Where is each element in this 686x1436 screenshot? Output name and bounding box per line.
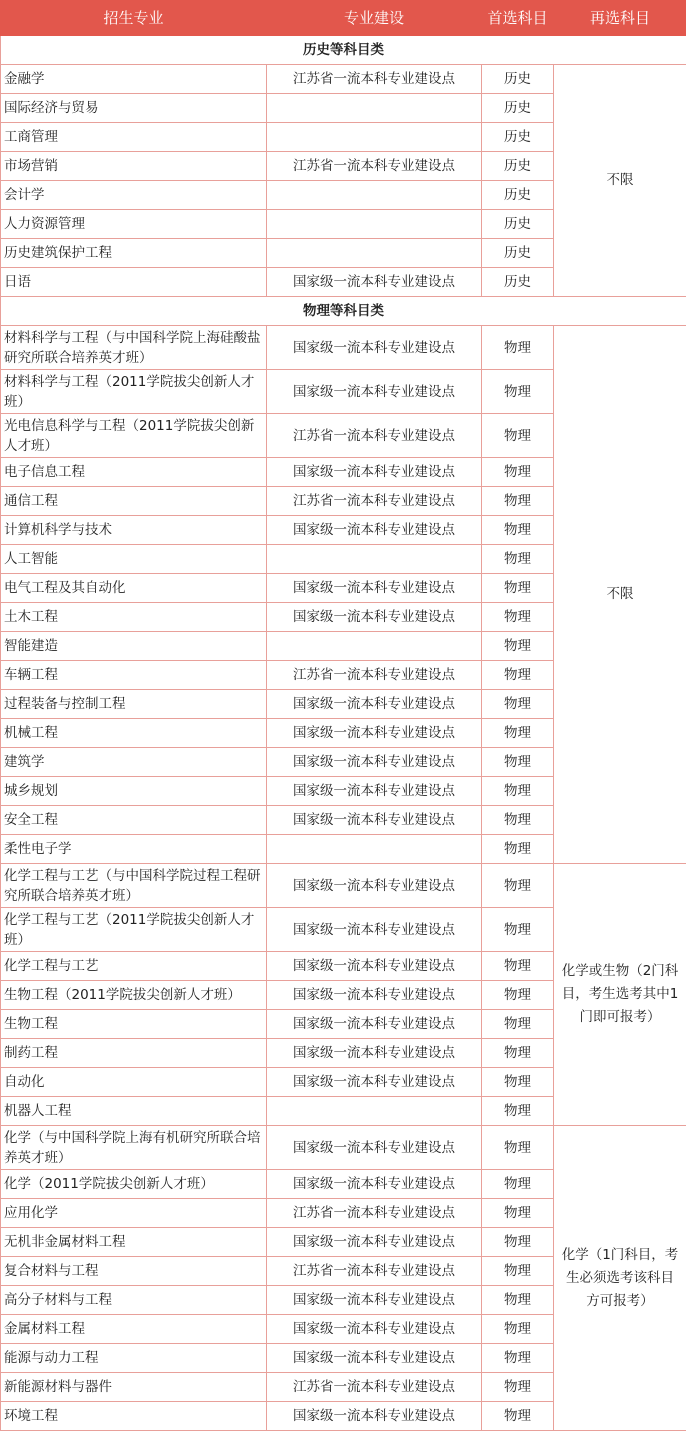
first-subject: 物理 [482, 719, 554, 748]
major-name: 电气工程及其自动化 [1, 574, 267, 603]
first-subject: 物理 [482, 690, 554, 719]
construction-level: 江苏省一流本科专业建设点 [267, 65, 482, 94]
construction-level: 国家级一流本科专业建设点 [267, 1010, 482, 1039]
construction-level: 国家级一流本科专业建设点 [267, 777, 482, 806]
first-subject: 历史 [482, 210, 554, 239]
major-name: 能源与动力工程 [1, 1344, 267, 1373]
table-row [1, 65, 686, 94]
major-name: 国际经济与贸易 [1, 94, 267, 123]
major-name: 柔性电子学 [1, 835, 267, 864]
construction-level: 江苏省一流本科专业建设点 [267, 414, 482, 458]
major-name: 化学工程与工艺 [1, 952, 267, 981]
first-subject: 物理 [482, 748, 554, 777]
construction-level: 国家级一流本科专业建设点 [267, 1068, 482, 1097]
construction-level: 国家级一流本科专业建设点 [267, 1402, 482, 1431]
construction-level: 国家级一流本科专业建设点 [267, 516, 482, 545]
major-name: 制药工程 [1, 1039, 267, 1068]
major-name: 生物工程 [1, 1010, 267, 1039]
construction-level: 国家级一流本科专业建设点 [267, 1344, 482, 1373]
construction-level: 国家级一流本科专业建设点 [267, 1039, 482, 1068]
first-subject: 物理 [482, 777, 554, 806]
major-name: 新能源材料与器件 [1, 1373, 267, 1402]
first-subject: 物理 [482, 632, 554, 661]
first-subject: 物理 [482, 661, 554, 690]
major-name: 高分子材料与工程 [1, 1286, 267, 1315]
construction-level [267, 181, 482, 210]
second-subject-requirement: 化学（1门科目，考生必须选考该科目方可报考） [554, 1126, 686, 1431]
major-name: 应用化学 [1, 1199, 267, 1228]
table-row [1, 1126, 686, 1170]
major-name: 光电信息科学与工程（2011学院拔尖创新人才班） [1, 414, 267, 458]
construction-level: 国家级一流本科专业建设点 [267, 370, 482, 414]
second-subject-requirement: 不限 [554, 65, 686, 297]
construction-level: 江苏省一流本科专业建设点 [267, 487, 482, 516]
first-subject: 历史 [482, 181, 554, 210]
major-name: 工商管理 [1, 123, 267, 152]
first-subject: 物理 [482, 952, 554, 981]
first-subject: 物理 [482, 1315, 554, 1344]
first-subject: 物理 [482, 574, 554, 603]
header-second-subject: 再选科目 [554, 1, 686, 36]
section-physics [1, 297, 686, 326]
construction-level [267, 632, 482, 661]
major-name: 过程装备与控制工程 [1, 690, 267, 719]
first-subject: 历史 [482, 239, 554, 268]
major-name: 金属材料工程 [1, 1315, 267, 1344]
first-subject: 物理 [482, 1199, 554, 1228]
first-subject: 物理 [482, 864, 554, 908]
header-major: 招生专业 [1, 1, 267, 36]
construction-level [267, 94, 482, 123]
major-name: 建筑学 [1, 748, 267, 777]
first-subject: 物理 [482, 1257, 554, 1286]
construction-level: 国家级一流本科专业建设点 [267, 1315, 482, 1344]
major-name: 机器人工程 [1, 1097, 267, 1126]
second-subject-requirement: 不限 [554, 326, 686, 864]
construction-level: 国家级一流本科专业建设点 [267, 748, 482, 777]
first-subject: 物理 [482, 1373, 554, 1402]
construction-level: 国家级一流本科专业建设点 [267, 458, 482, 487]
first-subject: 物理 [482, 1170, 554, 1199]
first-subject: 物理 [482, 516, 554, 545]
first-subject: 物理 [482, 1344, 554, 1373]
major-name: 化学工程与工艺（与中国科学院过程工程研究所联合培养英才班） [1, 864, 267, 908]
major-name: 化学（2011学院拔尖创新人才班） [1, 1170, 267, 1199]
first-subject: 物理 [482, 487, 554, 516]
construction-level [267, 1097, 482, 1126]
first-subject: 历史 [482, 94, 554, 123]
major-name: 人工智能 [1, 545, 267, 574]
first-subject: 物理 [482, 835, 554, 864]
first-subject: 物理 [482, 1402, 554, 1431]
major-name: 智能建造 [1, 632, 267, 661]
first-subject: 物理 [482, 806, 554, 835]
major-name: 历史建筑保护工程 [1, 239, 267, 268]
first-subject: 物理 [482, 1126, 554, 1170]
table-header-row [1, 1, 686, 36]
construction-level [267, 835, 482, 864]
construction-level: 江苏省一流本科专业建设点 [267, 1373, 482, 1402]
major-name: 市场营销 [1, 152, 267, 181]
first-subject: 物理 [482, 908, 554, 952]
first-subject: 物理 [482, 326, 554, 370]
first-subject: 物理 [482, 603, 554, 632]
first-subject: 物理 [482, 545, 554, 574]
first-subject: 物理 [482, 981, 554, 1010]
construction-level: 国家级一流本科专业建设点 [267, 981, 482, 1010]
major-name: 安全工程 [1, 806, 267, 835]
first-subject: 物理 [482, 1286, 554, 1315]
construction-level: 国家级一流本科专业建设点 [267, 1228, 482, 1257]
header-construction: 专业建设 [267, 1, 482, 36]
construction-level [267, 210, 482, 239]
construction-level: 江苏省一流本科专业建设点 [267, 1257, 482, 1286]
construction-level: 江苏省一流本科专业建设点 [267, 1199, 482, 1228]
construction-level: 国家级一流本科专业建设点 [267, 806, 482, 835]
first-subject: 历史 [482, 123, 554, 152]
first-subject: 物理 [482, 458, 554, 487]
section-title: 历史等科目类 [1, 36, 686, 65]
first-subject: 物理 [482, 414, 554, 458]
major-name: 自动化 [1, 1068, 267, 1097]
major-name: 通信工程 [1, 487, 267, 516]
first-subject: 物理 [482, 370, 554, 414]
section-title: 物理等科目类 [1, 297, 686, 326]
first-subject: 物理 [482, 1039, 554, 1068]
table-row [1, 864, 686, 908]
major-name: 化学工程与工艺（2011学院拔尖创新人才班） [1, 908, 267, 952]
major-name: 人力资源管理 [1, 210, 267, 239]
construction-level: 国家级一流本科专业建设点 [267, 574, 482, 603]
major-name: 会计学 [1, 181, 267, 210]
construction-level: 国家级一流本科专业建设点 [267, 908, 482, 952]
major-name: 复合材料与工程 [1, 1257, 267, 1286]
major-name: 无机非金属材料工程 [1, 1228, 267, 1257]
second-subject-requirement: 化学或生物（2门科目，考生选考其中1门即可报考） [554, 864, 686, 1126]
first-subject: 物理 [482, 1068, 554, 1097]
construction-level: 国家级一流本科专业建设点 [267, 719, 482, 748]
construction-level: 国家级一流本科专业建设点 [267, 326, 482, 370]
major-name: 日语 [1, 268, 267, 297]
major-name: 土木工程 [1, 603, 267, 632]
major-name: 城乡规划 [1, 777, 267, 806]
major-name: 电子信息工程 [1, 458, 267, 487]
first-subject: 物理 [482, 1228, 554, 1257]
table-row [1, 326, 686, 370]
construction-level: 国家级一流本科专业建设点 [267, 690, 482, 719]
major-name: 材料科学与工程（2011学院拔尖创新人才班） [1, 370, 267, 414]
first-subject: 物理 [482, 1097, 554, 1126]
construction-level [267, 123, 482, 152]
construction-level: 国家级一流本科专业建设点 [267, 1126, 482, 1170]
header-first-subject: 首选科目 [482, 1, 554, 36]
construction-level: 国家级一流本科专业建设点 [267, 1170, 482, 1199]
construction-level: 江苏省一流本科专业建设点 [267, 661, 482, 690]
construction-level: 国家级一流本科专业建设点 [267, 952, 482, 981]
major-name: 生物工程（2011学院拔尖创新人才班） [1, 981, 267, 1010]
construction-level: 江苏省一流本科专业建设点 [267, 152, 482, 181]
construction-level [267, 545, 482, 574]
major-name: 车辆工程 [1, 661, 267, 690]
construction-level: 国家级一流本科专业建设点 [267, 864, 482, 908]
construction-level: 国家级一流本科专业建设点 [267, 603, 482, 632]
construction-level: 国家级一流本科专业建设点 [267, 268, 482, 297]
major-name: 金融学 [1, 65, 267, 94]
major-name: 化学（与中国科学院上海有机研究所联合培养英才班） [1, 1126, 267, 1170]
first-subject: 历史 [482, 268, 554, 297]
first-subject: 历史 [482, 152, 554, 181]
major-name: 环境工程 [1, 1402, 267, 1431]
construction-level [267, 239, 482, 268]
first-subject: 物理 [482, 1010, 554, 1039]
section-history [1, 36, 686, 65]
first-subject: 历史 [482, 65, 554, 94]
major-name: 材料科学与工程（与中国科学院上海硅酸盐研究所联合培养英才班） [1, 326, 267, 370]
construction-level: 国家级一流本科专业建设点 [267, 1286, 482, 1315]
major-name: 计算机科学与技术 [1, 516, 267, 545]
major-name: 机械工程 [1, 719, 267, 748]
